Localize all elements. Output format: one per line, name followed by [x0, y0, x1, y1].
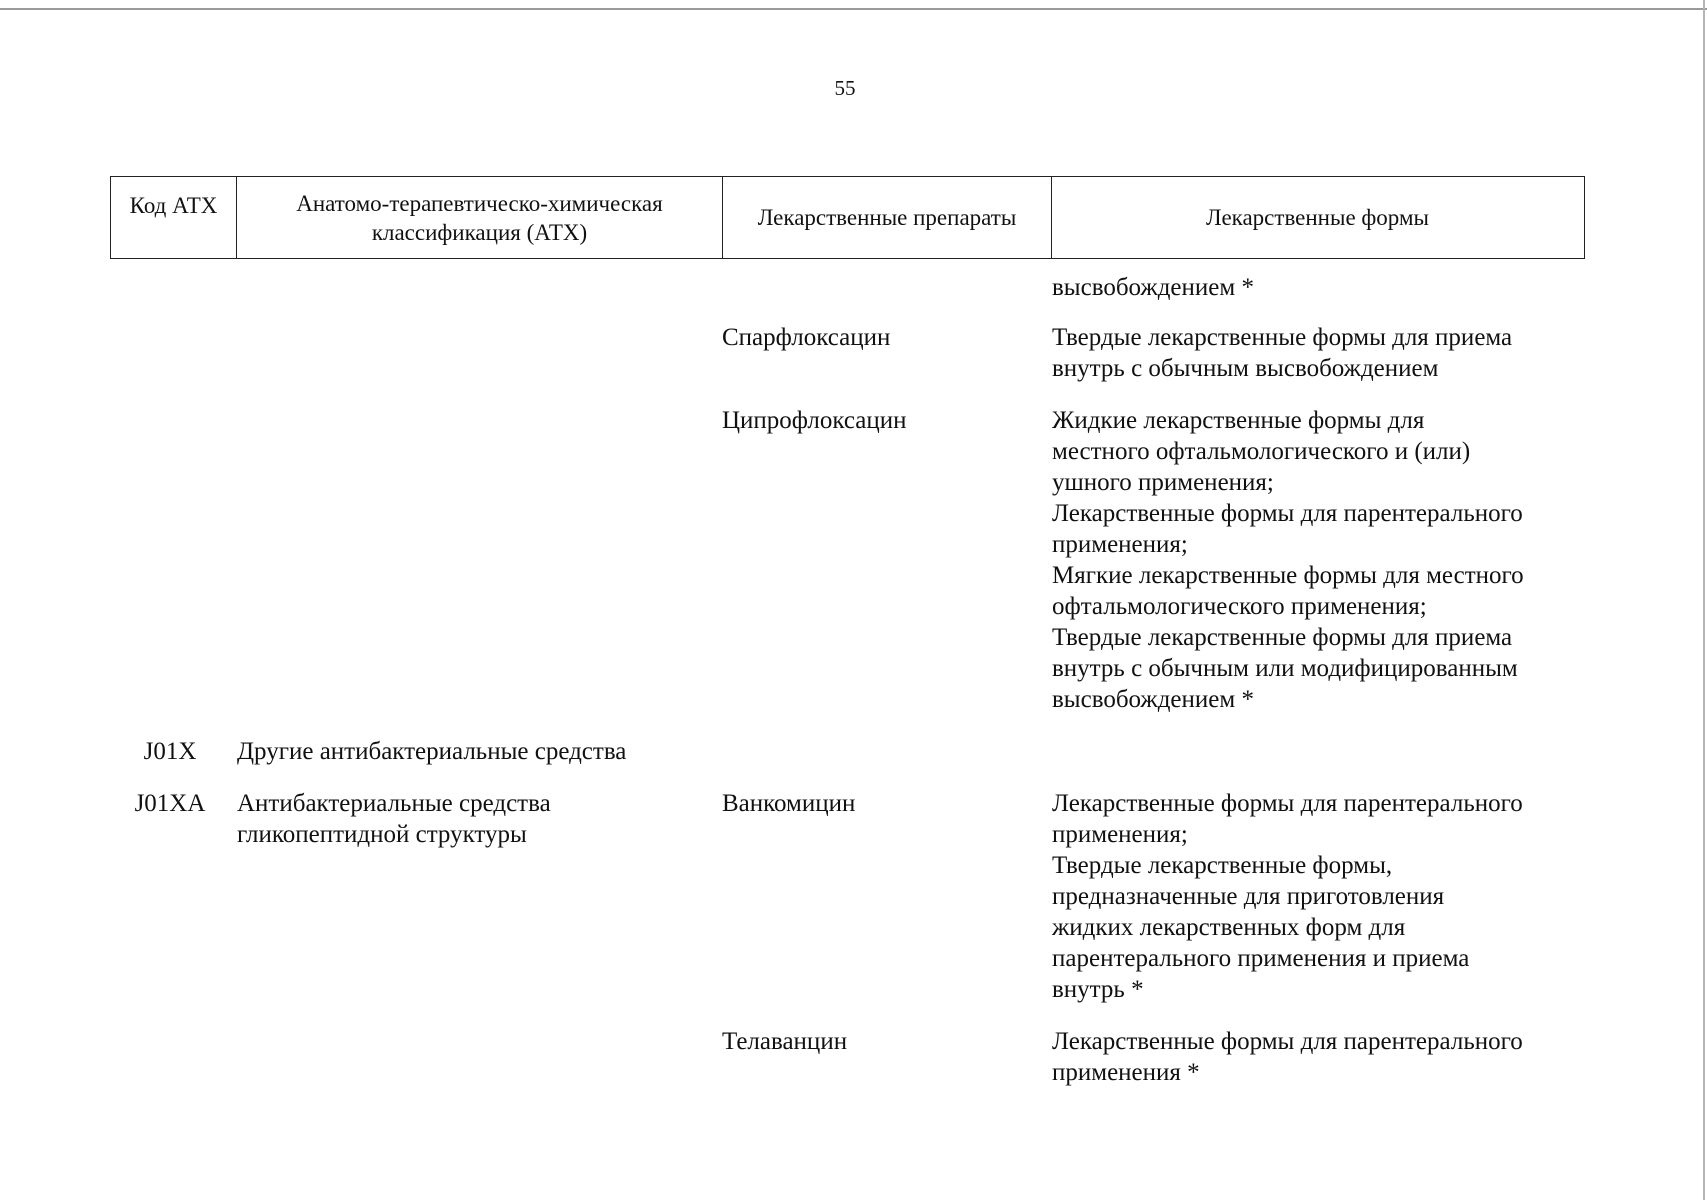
form-line: применения * [1052, 1059, 1200, 1086]
form-line: Твердые лекарственные формы, [1052, 852, 1393, 879]
form-line: парентерального применения и приема [1052, 945, 1470, 972]
page-number: 55 [834, 76, 856, 100]
form-line: Твердые лекарственные формы для приема [1052, 624, 1513, 651]
atc-line: Антибактериальные средства [237, 790, 551, 817]
drug-cell-ciprofloxacin: Ципрофлоксацин [722, 407, 907, 434]
header-atc-line: Анатомо-терапевтическо-химическая [296, 190, 663, 216]
forms-cell-sparfloxacin [1052, 322, 1512, 384]
header-drugs: Лекарственные препараты [723, 177, 1052, 258]
code-cell-j01xa: J01XA [134, 790, 206, 817]
forms-cell-continuation [1052, 272, 1254, 303]
forms-cell-vancomycin [1052, 788, 1523, 1005]
atc-line: гликопептидной структуры [237, 821, 527, 848]
form-line: офтальмологического применения; [1052, 593, 1427, 620]
scan-edge-top [0, 8, 1707, 10]
drug-cell-sparfloxacin: Спарфлоксацин [722, 324, 891, 351]
form-line: высвобождением * [1052, 686, 1254, 713]
form-line: применения; [1052, 821, 1188, 848]
table-header [110, 176, 1585, 259]
drug-cell-vancomycin: Ванкомицин [722, 790, 856, 817]
form-line: Лекарственные формы для парентерального [1052, 500, 1523, 527]
form-line: жидких лекарственных форм для [1052, 914, 1406, 941]
scan-edge-right [1703, 0, 1705, 1200]
forms-cell-telavancin [1052, 1026, 1523, 1088]
form-line: внутрь с обычным высвобождением [1052, 355, 1439, 382]
form-line: Жидкие лекарственные формы для [1052, 407, 1425, 434]
form-line: местного офтальмологического и (или) [1052, 438, 1471, 465]
form-line: Лекарственные формы для парентерального [1052, 1028, 1523, 1055]
drug-cell-telavancin: Телаванцин [722, 1028, 848, 1055]
form-line: предназначенные для приготовления [1052, 883, 1445, 910]
form-line: Твердые лекарственные формы для приема [1052, 324, 1513, 351]
form-line: Мягкие лекарственные формы для местного [1052, 562, 1524, 589]
form-line: внутрь с обычным или модифицированным [1052, 655, 1518, 682]
header-atc-line: классификация (АТХ) [371, 219, 588, 245]
code-cell-j01x: J01X [143, 738, 197, 765]
form-line: ушного применения; [1052, 469, 1274, 496]
form-line: применения; [1052, 531, 1188, 558]
atc-cell-j01xa [237, 788, 551, 850]
forms-cell-ciprofloxacin [1052, 405, 1524, 715]
header-code: Код АТХ [111, 177, 237, 258]
header-atc-classification [237, 177, 723, 258]
form-line: высвобождением * [1052, 274, 1254, 301]
form-line: внутрь * [1052, 976, 1144, 1003]
atc-cell-j01x: Другие антибактериальные средства [237, 738, 627, 765]
header-forms: Лекарственные формы [1206, 205, 1429, 230]
form-line: Лекарственные формы для парентерального [1052, 790, 1523, 817]
